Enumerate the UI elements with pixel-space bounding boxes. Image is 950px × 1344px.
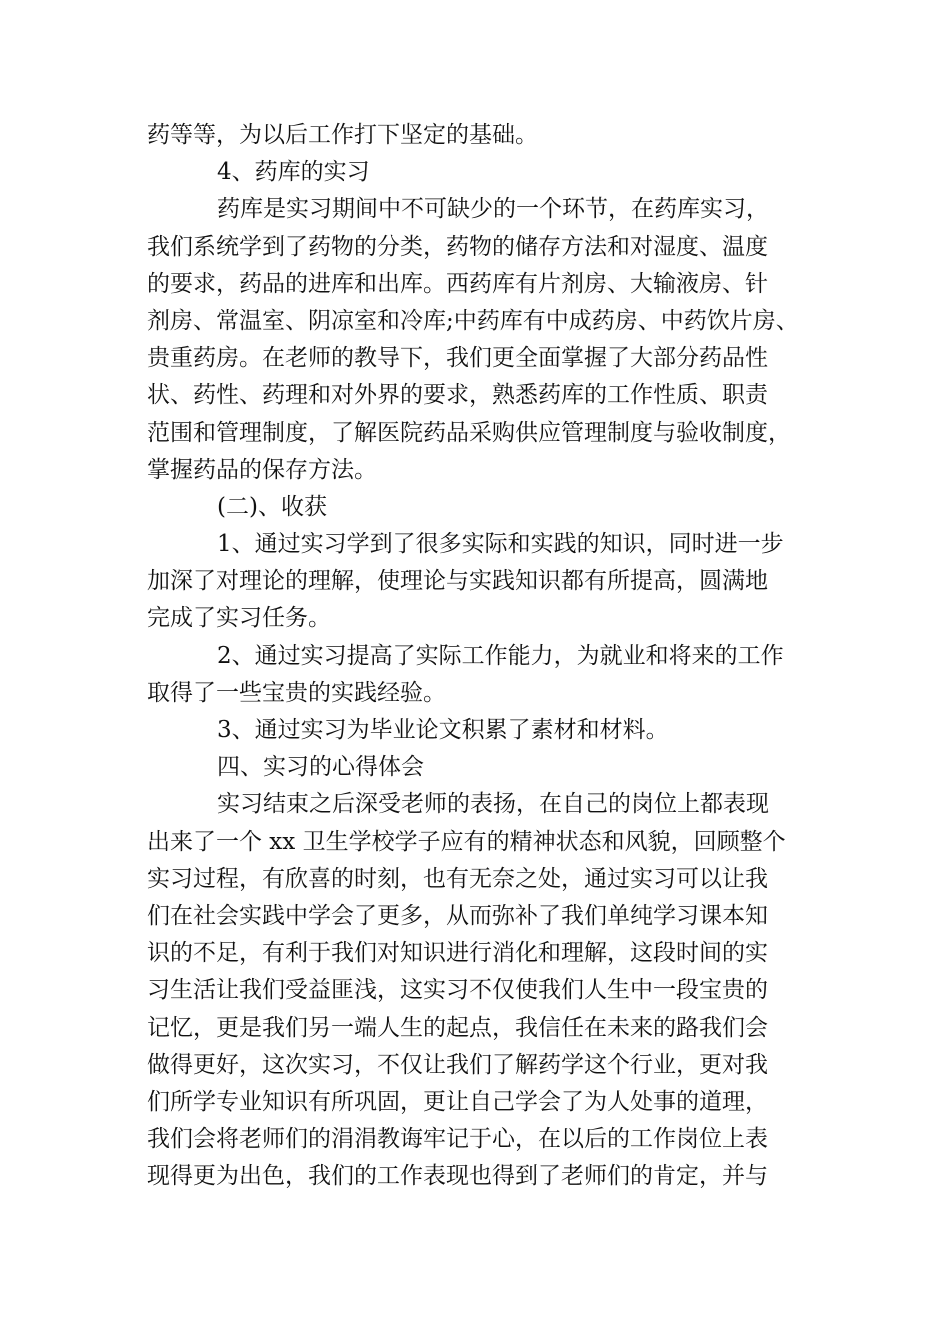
text-line: 掌握药品的保存方法。	[147, 456, 377, 483]
text-line: 实习过程，有欣喜的时刻，也有无奈之处，通过实习可以让我	[147, 865, 768, 892]
text-line: 剂房、常温室、阴凉室和冷库;中药库有中成药房、中药饮片房、	[147, 307, 799, 334]
text-line: 记忆，更是我们另一端人生的起点，我信任在未来的路我们会	[147, 1014, 768, 1041]
text-line: (二)、收获	[217, 493, 327, 520]
text-line: 2、通过实习提高了实际工作能力，为就业和将来的工作	[217, 642, 784, 669]
text-line: 实习结束之后深受老师的表扬，在自己的岗位上都表现	[217, 791, 769, 818]
text-line: 完成了实习任务。	[147, 605, 331, 632]
text-line: 贵重药房。在老师的教导下，我们更全面掌握了大部分药品性	[147, 345, 768, 372]
text-line: 我们系统学到了药物的分类，药物的储存方法和对湿度、温度	[147, 233, 768, 260]
text-line: 们在社会实践中学会了更多，从而弥补了我们单纯学习课本知	[147, 902, 768, 929]
text-line: 4、药库的实习	[217, 159, 370, 186]
text-line: 四、实习的心得体会	[217, 754, 424, 781]
text-line: 药等等，为以后工作打下坚定的基础。	[147, 122, 538, 148]
text-line: 做得更好，这次实习，不仅让我们了解药学这个行业，更对我	[147, 1051, 768, 1078]
text-line: 识的不足，有利于我们对知识进行消化和理解，这段时间的实	[147, 940, 768, 967]
text-line: 的要求，药品的进库和出库。西药库有片剂房、大输液房、针	[147, 270, 768, 297]
text-line: 加深了对理论的理解，使理论与实践知识都有所提高，圆满地	[147, 568, 768, 595]
text-line: 状、药性、药理和对外界的要求，熟悉药库的工作性质、职责	[147, 382, 768, 409]
text-line: 现得更为出色，我们的工作表现也得到了老师们的肯定，并与	[147, 1163, 768, 1190]
text-line: 取得了一些宝贵的实践经验。	[147, 679, 446, 706]
text-line: 我们会将老师们的涓涓教诲牢记于心，在以后的工作岗位上表	[147, 1126, 768, 1153]
text-line: 1、通过实习学到了很多实际和实践的知识，同时进一步	[217, 531, 784, 558]
document-body	[147, 117, 807, 1195]
text-line: 药库是实习期间中不可缺少的一个环节，在药库实习，	[217, 196, 769, 223]
text-line: 3、通过实习为毕业论文积累了素材和材料。	[217, 717, 669, 743]
text-line: 们所学专业知识有所巩固，更让自己学会了为人处事的道理，	[147, 1088, 768, 1115]
text-line: 习生活让我们受益匪浅，这实习不仅使我们人生中一段宝贵的	[147, 977, 768, 1004]
text-line: 出来了一个 xx 卫生学校学子应有的精神状态和风貌，回顾整个	[147, 828, 786, 855]
text-line: 范围和管理制度，了解医院药品采购供应管理制度与验收制度，	[147, 419, 791, 446]
